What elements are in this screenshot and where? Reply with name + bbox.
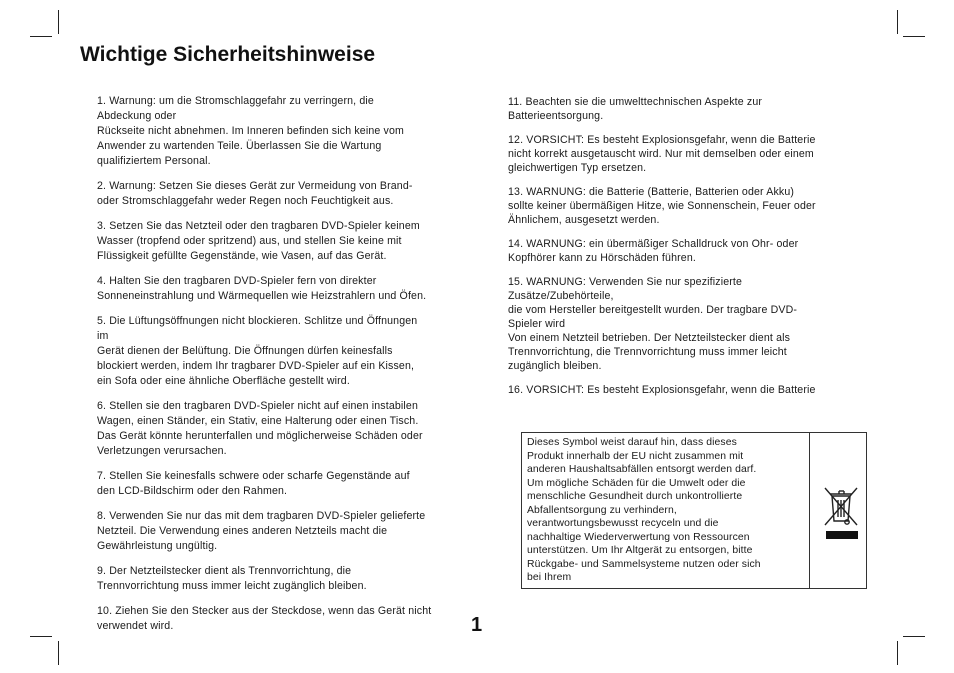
text-line: blockiert werden, indem Ihr tragbarer DVD-Spieler auf ein Kissen, [97,360,415,372]
text-line: verwendet wird. [97,620,174,632]
text-line: 15. WARNUNG: Verwenden Sie nur spezifizierte [508,276,743,288]
text-line: 6. Stellen sie den tragbaren DVD-Spieler nicht auf einen instabilen [97,400,418,412]
text-line: Anwender zu wartenden Teile. Überlassen Sie die Wartung [97,140,382,152]
text-line: bei Ihrem [527,572,572,583]
text-line: qualifiziertem Personal. [97,155,211,167]
text-line: Wagen, einen Ständer, ein Stativ, eine Halterung oder einen Tisch. [97,415,419,427]
crop-mark-bottom-left-h [30,636,52,637]
crop-mark-bottom-right-v [897,641,898,665]
crop-mark-bottom-left-v [58,641,59,665]
text-line: 14. WARNUNG: ein übermäßiger Schalldruck von Ohr- oder [508,238,799,250]
left-column [97,94,477,634]
text-line: 8. Verwenden Sie nur das mit dem tragbaren DVD-Spieler gelieferte [97,510,426,522]
crop-mark-top-right-v [897,10,898,34]
crop-mark-top-right-h [903,36,925,37]
crop-mark-top-left-h [30,36,52,37]
text-line: anderen Haushaltsabfällen entsorgt werden darf. [527,464,757,475]
text-line: 16. VORSICHT: Es besteht Explosionsgefahr, wenn die Batterie [508,384,816,396]
text-line: 2. Warnung: Setzen Sie dieses Gerät zur Vermeidung von Brand- [97,180,413,192]
text-line: Produkt innerhalb der EU nicht zusammen mit [527,450,744,462]
text-line: Wasser (tropfend oder spritzend) aus, und stellen Sie keine mit [97,235,402,247]
text-line: im [97,330,109,342]
text-line: zugänglich bleiben. [508,360,602,372]
text-line: Sonneneinstrahlung und Wärmequellen wie Heizstrahlern und Öfen. [97,290,427,302]
crop-mark-top-left-v [58,10,59,34]
text-line: den LCD-Bildschirm oder den Rahmen. [97,485,288,497]
text-line: Dieses Symbol weist darauf hin, dass dieses [527,437,737,448]
text-line: Rückseite nicht abnehmen. Im Inneren befinden sich keine vom [97,125,404,137]
text-line: Gewährleistung ungültig. [97,540,218,552]
text-line: die vom Hersteller bereitgestellt wurden. Der tragbare DVD- [508,304,798,316]
crossed-out-wheelie-bin-icon [823,485,861,546]
text-line: Rückgabe- und Sammelsysteme nutzen oder sich [527,558,761,570]
text-line: unterstützen. Um Ihr Altgerät zu entsorgen, bitte [527,545,753,556]
text-line: 4. Halten Sie den tragbaren DVD-Spieler fern von direkter [97,275,377,287]
text-line: Zusätze/Zubehörteile, [508,290,614,302]
text-line: Netzteil. Die Verwendung eines anderen Netzteils macht die [97,525,388,537]
text-line: Verletzungen verursachen. [97,445,227,457]
text-line: Von einem Netzteil betrieben. Der Netzteilstecker dient als [508,332,791,344]
text-line: menschliche Gesundheit durch unkontrollierte [527,491,743,502]
text-line: Abdeckung oder [97,110,177,122]
text-line: Das Gerät könnte herunterfallen und möglicherweise Schäden oder [97,430,423,442]
text-line: Ähnlichem, ausgesetzt werden. [508,214,660,226]
weee-divider [809,433,810,588]
crop-mark-bottom-right-h [903,636,925,637]
text-line: gleichwertigen Typ ersetzen. [508,162,647,174]
text-line: 1. Warnung: um die Stromschlaggefahr zu verringern, die [97,95,374,107]
page-title: Wichtige Sicherheitshinweise [80,43,376,66]
text-line: Spieler wird [508,318,566,330]
text-line: 13. WARNUNG: die Batterie (Batterie, Batterien oder Akku) [508,186,795,198]
text-line: Batterieentsorgung. [508,110,604,122]
text-line: 9. Der Netzteilstecker dient als Trennvorrichtung, die [97,565,352,577]
text-line: 5. Die Lüftungsöffnungen nicht blockieren. Schlitze und Öffnungen [97,315,418,327]
text-line: Trennvorrichtung muss immer leicht zugänglich bleiben. [97,580,367,592]
text-line: 10. Ziehen Sie den Stecker aus der Steckdose, wenn das Gerät nicht [97,605,432,617]
text-line: oder Stromschlaggefahr weder Regen noch Feuchtigkeit aus. [97,195,394,207]
page-number: 1 [471,614,483,636]
right-column [508,95,868,397]
text-line: 3. Setzen Sie das Netzteil oder den tragbaren DVD-Spieler keinem [97,220,420,232]
weee-notice-text [527,436,807,585]
text-line: ein Sofa oder eine ähnliche Oberfläche gestellt wird. [97,375,350,387]
text-line: 7. Stellen Sie keinesfalls schwere oder scharfe Gegenstände auf [97,470,410,482]
text-line: 12. VORSICHT: Es besteht Explosionsgefahr, wenn die Batterie [508,134,816,146]
text-line: Kopfhörer kann zu Hörschäden führen. [508,252,696,264]
text-line: Flüssigkeit gefüllte Gegenstände, wie Vasen, auf das Gerät. [97,250,387,262]
text-line: 11. Beachten sie die umwelttechnischen Aspekte zur [508,96,763,108]
text-line: Abfallentsorgung zu verhindern, [527,504,677,516]
text-line: sollte keiner übermäßigen Hitze, wie Sonnenschein, Feuer oder [508,200,816,212]
text-line: Gerät dienen der Belüftung. Die Öffnungen dürfen keinesfalls [97,345,393,357]
text-line: nachhaltige Wiederverwertung von Ressourcen [527,531,750,543]
text-line: Um mögliche Schäden für die Umwelt oder die [527,477,746,489]
text-line: nicht korrekt ausgetauscht wird. Nur mit demselben oder einem [508,148,814,160]
text-line: Trennvorrichtung, die Trennvorrichtung muss immer leicht [508,346,787,358]
text-line: verantwortungsbewusst recyceln und die [527,518,719,529]
weee-notice-box [521,432,867,589]
